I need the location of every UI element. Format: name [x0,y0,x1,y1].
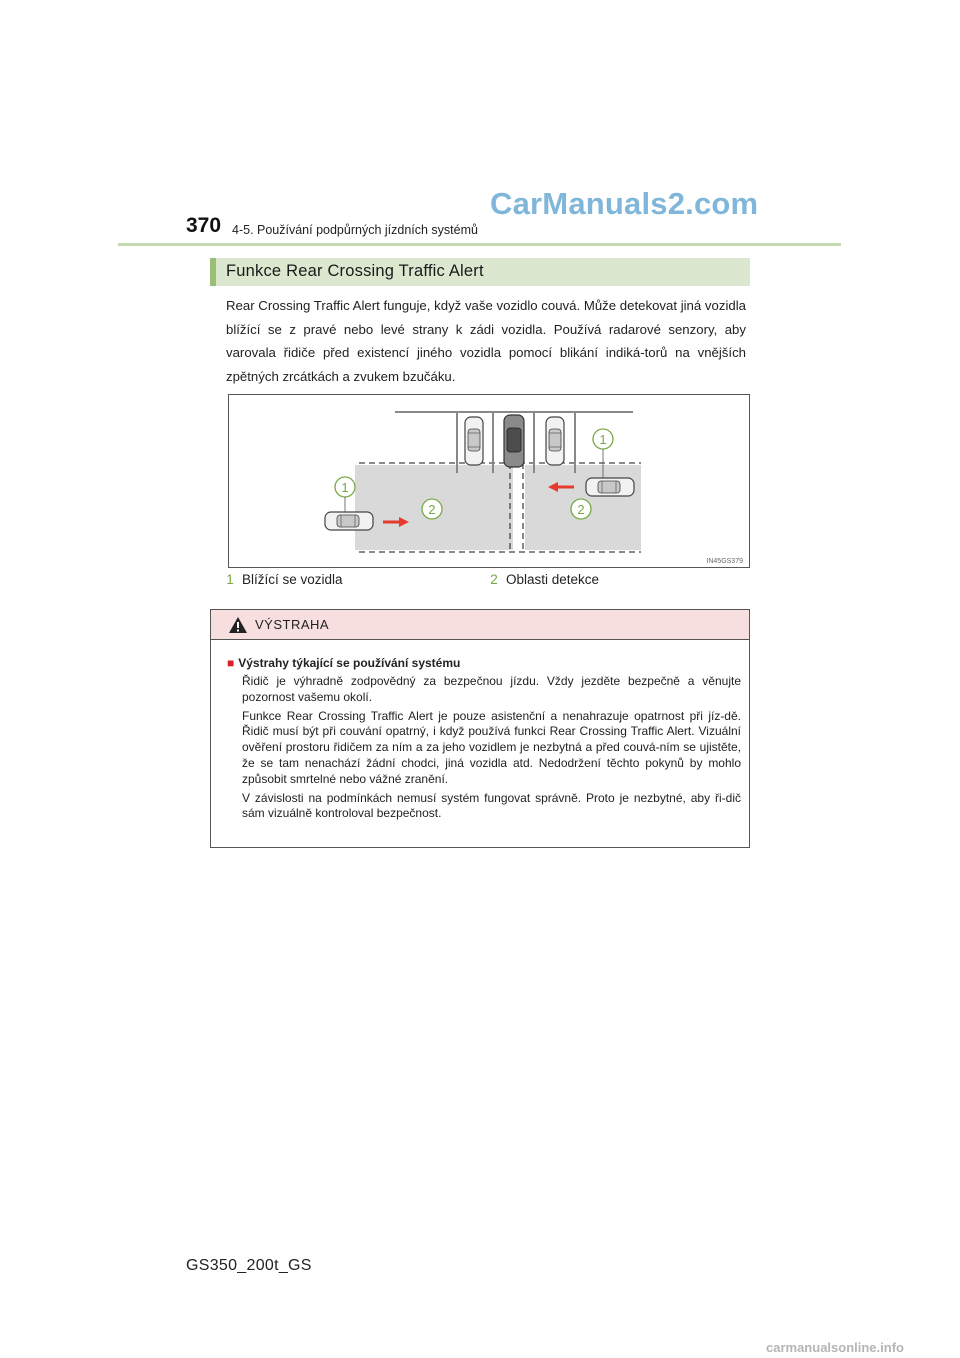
warning-paragraph: Funkce Rear Crossing Traffic Alert je pouze asistenční a nenahrazuje opatrnost při jíz-dě. Řidič musí být při couvání opatrný, i když používá funkci Rear Crossing Traffic Alert. Vizuální ověření prostoru řidičem za ním a za jeho vozidlem je nezbytná a před couvá-ním se ujistěte, že se tam nenachází žádní chodci, jiná vozidla atd. Nedodržení těchto pokynů by mohlo způsobit smrtelné nebo vážné zranění. [242,708,741,786]
legend-item [488,572,599,587]
svg-text:2: 2 [428,502,436,517]
callout-vehicle-left [335,477,355,512]
page-number: 370 [186,214,222,237]
warning-label: VÝSTRAHA [255,617,330,632]
callout-zone-right [571,499,591,519]
svg-text:2: 2 [577,502,585,517]
parked-car [546,417,564,465]
footer-model-code: GS350_200t_GS [186,1257,312,1274]
warning-box [210,609,750,848]
legend-number: 2 [490,572,498,587]
intro-paragraph: Rear Crossing Traffic Alert funguje, když vaše vozidlo couvá. Může detekovat jiná vozidla blížící se z pravé nebo levé strany k zádi vozidla. Používá radarové senzory, aby varovala řidiče před existencí jiného vozidla pomocí blikání indiká-torů na vnějších zpětných zrcátkách a zvukem bzučáku. [226,298,746,384]
rcta-illustration [228,394,750,568]
header-divider [118,243,841,246]
warning-paragraph: Řidič je výhradně zodpovědný za bezpečnou jízdu. Vždy jezděte bezpečně a věnujte pozornost vašemu okolí. [242,674,741,704]
watermark-footer: carmanualsonline.info [766,1340,904,1355]
section-heading-bar [210,258,750,286]
legend-label: Oblasti detekce [506,572,600,587]
warning-triangle-icon [228,616,248,634]
section-heading: Funkce Rear Crossing Traffic Alert [226,262,484,280]
approaching-vehicle-left [325,512,373,530]
watermark-logo-top: CarManuals2.com [490,186,759,221]
warning-paragraph: V závislosti na podmínkách nemusí systém fungovat správně. Proto je nezbytné, aby ři-dič sám vizuálně kontroloval bezpečnost. [242,790,741,821]
approaching-vehicle-right [586,478,634,496]
callout-zone-left [422,499,442,519]
chapter-title: 4-5. Používání podpůrných jízdních systémů [232,223,478,237]
svg-text:1: 1 [341,480,349,495]
bullet-square-icon: ■ [227,656,235,670]
svg-text:1: 1 [599,432,607,447]
warning-bullet-title: ■ Výstrahy týkající se používání systému [227,656,461,670]
parking-diagram [229,395,749,567]
parked-car [465,417,483,465]
warning-content [227,655,741,825]
legend-label: Blížící se vozidla [242,572,343,587]
reversing-car [504,415,524,467]
figure-code: IN45GS379 [706,558,743,565]
legend-number: 1 [226,572,234,587]
legend-item [224,572,343,587]
warning-header [211,610,749,640]
